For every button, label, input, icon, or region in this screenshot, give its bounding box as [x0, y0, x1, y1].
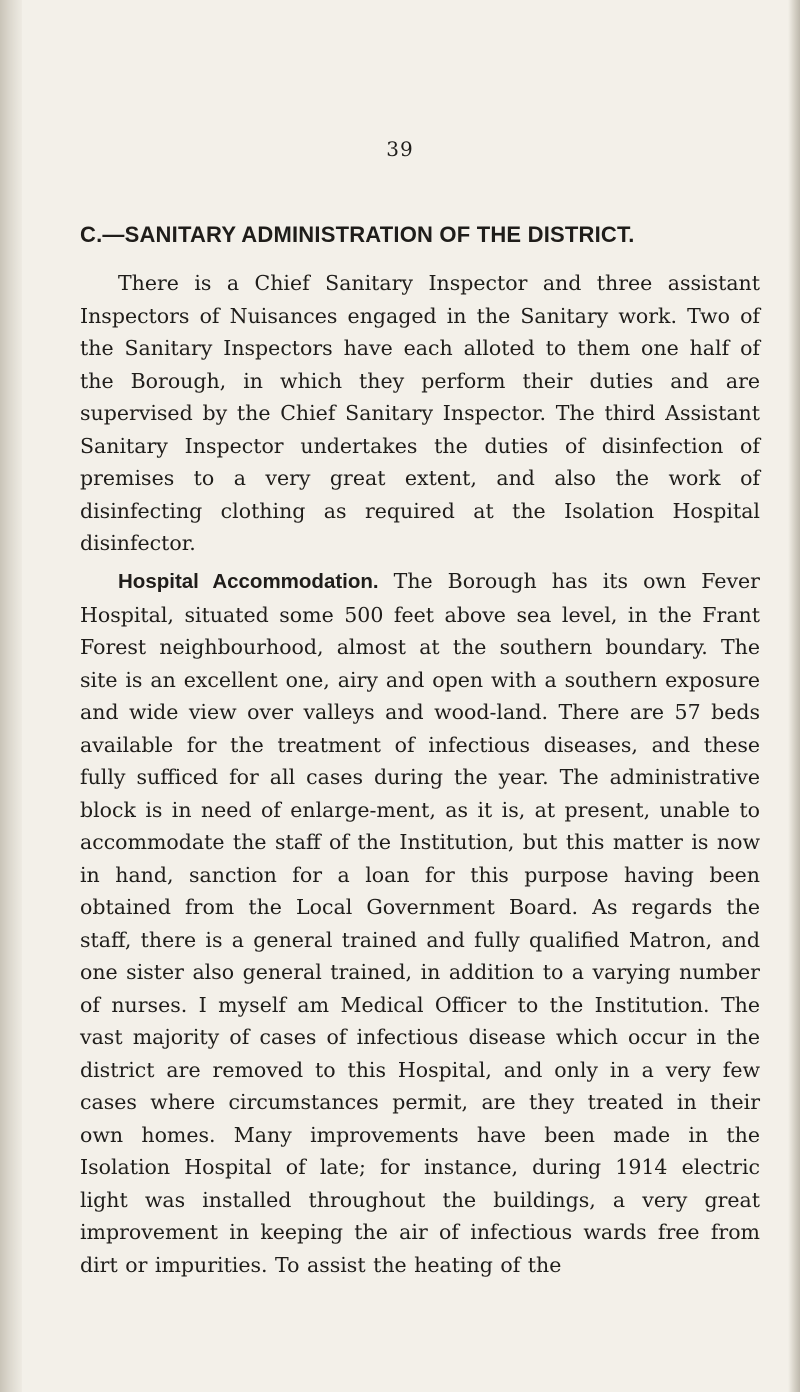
- paragraph-body: The Borough has its own Fever Hospital, situated some 500 feet above sea level, in the Frant Forest neighbourhood, almost at the southern boundary. The site is an excellent one, airy and open with a southern exposure and wide view over valleys and wood-land. There are 57 beds available for the treatment of infectious diseases, and these fully sufficed for all cases during the year. The administrative block is in need of enlarge-ment, as it is, at present, unable to accommodate the staff of the Institution, but this matter is now in hand, sanction for a loan for this purpose having been obtained from the Local Government Board. As regards the staff, there is a general trained and fully qualified Matron, and one sister also general trained, in addition to a varying number of nurses. I myself am Medical Officer to the Institution. The vast majority of cases of infectious disease which occur in the district are removed to this Hospital, and only in a very few cases where circumstances permit, are they treated in their own homes. Many improvements have been made in the Isolation Hospital of late; for instance, during 1914 electric light was installed throughout the buildings, a very great improvement in keeping the air of infectious wards free from dirt or impurities. To assist the heating of the: [80, 569, 760, 1277]
- page-right-edge-shadow: [788, 0, 800, 1392]
- page-left-edge-shadow: [0, 0, 22, 1392]
- page-number: 39: [386, 137, 414, 161]
- paragraph-sanitary-inspectors: There is a Chief Sanitary Inspector and three assistant Inspectors of Nuisances engaged in the Sanitary work. Two of the Sanitary Inspectors have each alloted to them one half of the Borough, in which they perform their duties and are supervised by the Chief Sanitary Inspector. The third Assistant Sanitary Inspector undertakes the duties of disinfection of premises to a very great extent, and also the work of disinfecting clothing as required at the Isolation Hospital disinfector.: [80, 271, 760, 555]
- paragraph-hospital-accommodation: [80, 565, 760, 1281]
- run-in-heading: Hospital Accommodation.: [118, 570, 379, 593]
- section-heading: C.—SANITARY ADMINISTRATION OF THE DISTRICT.: [80, 222, 635, 247]
